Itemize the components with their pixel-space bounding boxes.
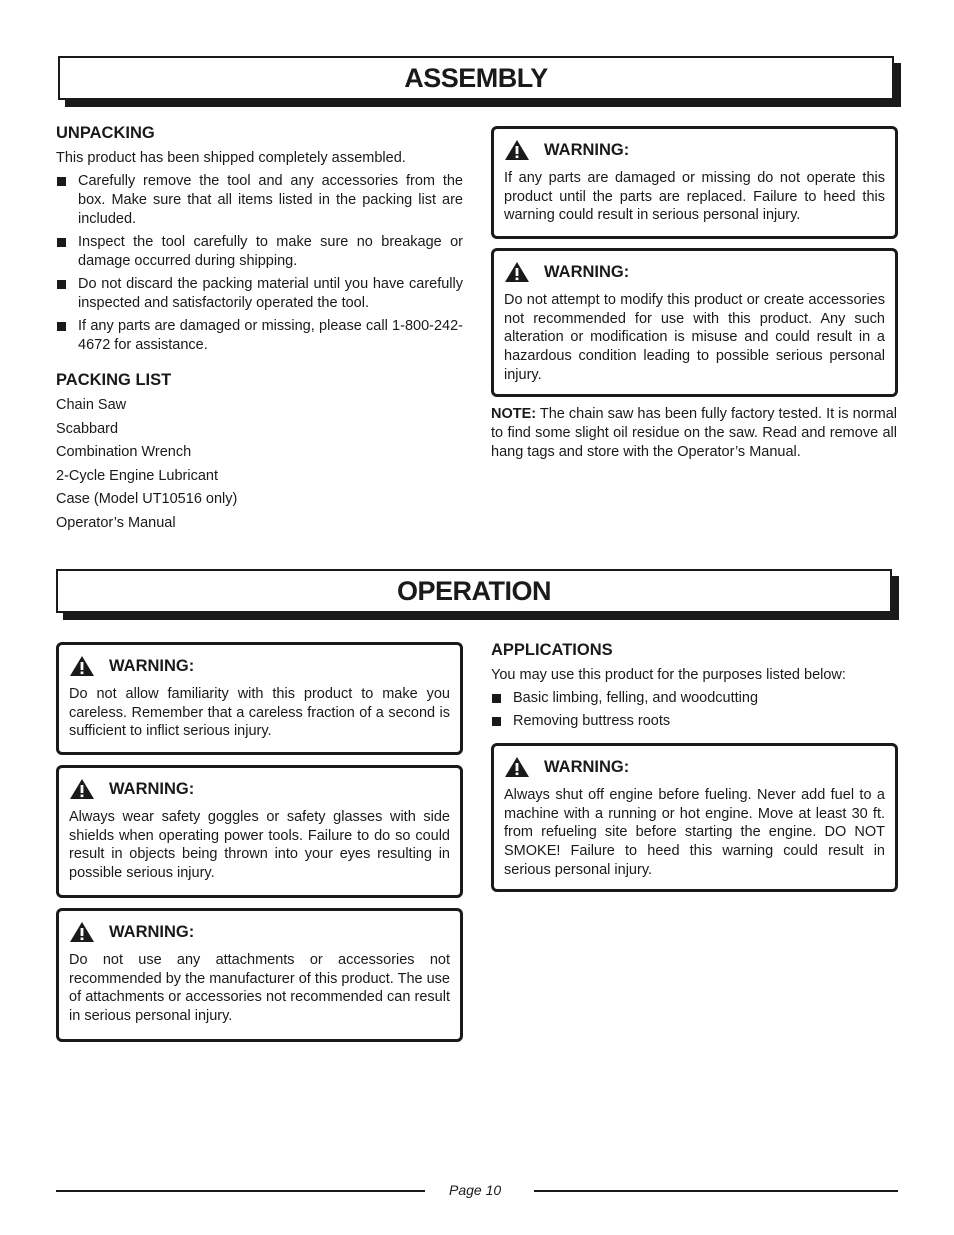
- square-bullet-icon: [57, 238, 66, 247]
- warning-box-familiarity: [56, 642, 463, 755]
- warning-text: If any parts are damaged or missing do not operate this product until the parts are replaced. Failure to heed this warning could result in serious personal injury.: [504, 170, 885, 224]
- assembly-banner: [58, 56, 894, 100]
- warning-box-attachments: [56, 908, 463, 1042]
- warning-header: [504, 756, 885, 778]
- list-item: Basic limbing, felling, and woodcutting: [491, 689, 898, 708]
- packing-list-heading: PACKING LIST: [56, 371, 172, 389]
- warning-header: [69, 655, 450, 677]
- list-item: Do not discard the packing material until you have carefully inspected and satisfactorily operated the tool.: [56, 275, 463, 313]
- warning-text: Do not use any attachments or accessories not recommended by the manufacturer of this product. The use of attachments or accessories not recommended can result in serious personal injury.: [69, 952, 450, 1025]
- assembly-title: ASSEMBLY: [404, 62, 548, 93]
- footer-rule-left: [56, 1190, 425, 1192]
- warning-label: WARNING:: [544, 757, 630, 776]
- applications-heading: APPLICATIONS: [491, 641, 613, 659]
- unpacking-intro: This product has been shipped completely assembled.: [56, 150, 406, 166]
- warning-box-fueling: [491, 743, 898, 892]
- applications-section: [491, 641, 898, 735]
- warning-text: Always wear safety goggles or safety glasses with side shields when operating power tools. Failure to do so could result in objects being thrown into your eyes resulting in possible serious injury.: [69, 809, 450, 882]
- applications-list: [491, 689, 898, 731]
- square-bullet-icon: [492, 717, 501, 726]
- packing-list-item: Operator’s Manual: [56, 514, 176, 531]
- warning-triangle-icon: [69, 778, 95, 800]
- list-item: Removing buttress roots: [491, 712, 898, 731]
- unpacking-list: [56, 172, 463, 355]
- packing-list-item: 2-Cycle Engine Lubricant: [56, 467, 219, 484]
- warning-header: [69, 921, 450, 943]
- assembly-note: [491, 405, 897, 462]
- warning-triangle-icon: [504, 261, 530, 283]
- warning-header: [69, 778, 450, 800]
- list-item: Carefully remove the tool and any accessories from the box. Make sure that all items listed in the packing list are included.: [56, 172, 463, 229]
- square-bullet-icon: [57, 177, 66, 186]
- warning-triangle-icon: [69, 921, 95, 943]
- unpacking-heading: UNPACKING: [56, 124, 155, 142]
- packing-list: [56, 396, 463, 533]
- warning-header: [504, 139, 885, 161]
- warning-box-modify: [491, 248, 898, 397]
- packing-list-item: Case (Model UT10516 only): [56, 491, 238, 507]
- warning-text: Do not allow familiarity with this product to make you careless. Remember that a careless fraction of a second is sufficient to inflict serious injury.: [69, 686, 450, 740]
- list-item: If any parts are damaged or missing, please call 1-800-242-4672 for assistance.: [56, 317, 463, 355]
- warning-triangle-icon: [504, 139, 530, 161]
- warning-label: WARNING:: [109, 779, 195, 798]
- warning-label: WARNING:: [109, 656, 195, 675]
- applications-intro: You may use this product for the purposes listed below:: [491, 667, 846, 683]
- warning-box-eye-protection: [56, 765, 463, 898]
- square-bullet-icon: [57, 322, 66, 331]
- footer-rule-right: [534, 1190, 898, 1192]
- operation-title: OPERATION: [396, 575, 551, 606]
- warning-header: [504, 261, 885, 283]
- packing-list-item: Chain Saw: [56, 397, 127, 413]
- warning-triangle-icon: [504, 756, 530, 778]
- operation-banner: [56, 569, 892, 613]
- note-label: NOTE:: [491, 406, 537, 422]
- page-number: Page 10: [449, 1182, 502, 1198]
- packing-list-item: Combination Wrench: [56, 444, 192, 460]
- square-bullet-icon: [57, 280, 66, 289]
- warning-label: WARNING:: [109, 922, 195, 941]
- warning-box-missing-parts: [491, 126, 898, 239]
- packing-list-item: Scabbard: [56, 420, 119, 437]
- warning-text: Always shut off engine before fueling. Never add fuel to a machine with a running or hot engine. Move at least 30 ft. from refueling site before starting the engine. DO NOT SMOKE! Failure to heed this warning could result in serious personal injury.: [504, 787, 885, 878]
- warning-label: WARNING:: [544, 262, 630, 281]
- warning-text: Do not attempt to modify this product or create accessories not recommended for use with this product. Any such alteration or modification is misuse and could result in a hazardous condition leading to possible serious personal injury.: [504, 292, 885, 383]
- assembly-left-column: [56, 124, 463, 537]
- square-bullet-icon: [492, 694, 501, 703]
- list-item: Inspect the tool carefully to make sure no breakage or damage occurred during shipping.: [56, 233, 463, 271]
- warning-triangle-icon: [69, 655, 95, 677]
- warning-label: WARNING:: [544, 140, 630, 159]
- note-text: The chain saw has been fully factory tested. It is normal to find some slight oil residue on the saw. Read and remove all hang tags and store with the Operator’s Manual.: [491, 406, 897, 460]
